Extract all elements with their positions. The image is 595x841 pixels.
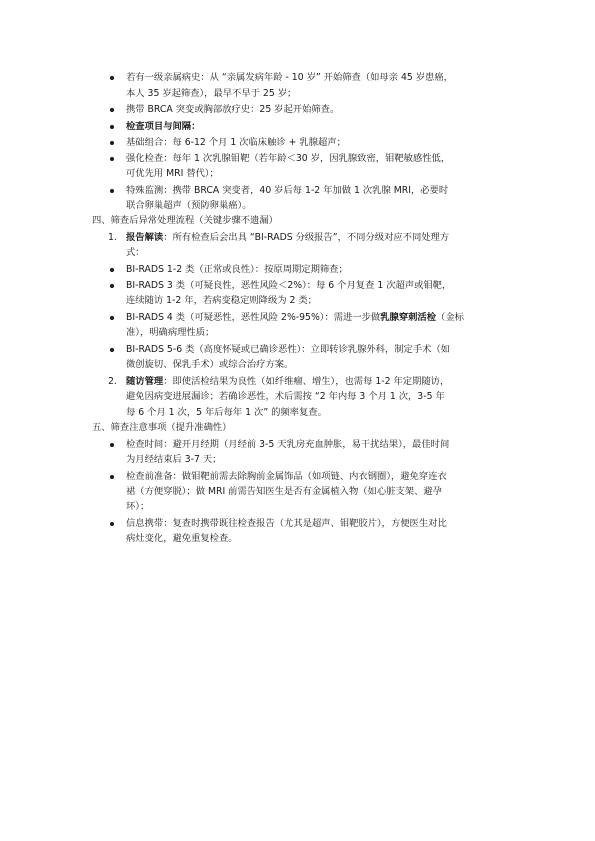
bullet-icon	[110, 348, 114, 352]
bullet-icon	[110, 125, 114, 129]
bullet-icon	[110, 316, 114, 320]
document-page: 若有一级亲属病史：从 “亲属发病年龄 - 10 岁” 开始筛查（如母亲 45 岁患癌， 本人 35 岁起筛查），最早不早于 25 岁； 携带 BRCA 突变或胸部放疗史：25 岁起开始筛查。 检查项目与间隔： 基础组合：每 6-12 个月 1 次临床触诊 + 乳腺超声； 强化检查：每年 1 次乳腺钼靶（若年龄＜30 岁，因乳腺致密，钼靶敏感性低， 可优先用 MRI 替代）； 特殊监测：携带 BRCA 突变者，40 岁后每 1-2 年加做 1 次乳腺 MRI，必要时 联合卵巢超声（预防卵巢癌）。 四、筛查后异常处理流程（关键步骤不遗漏） 1. 报告解读：所有检查后会出具 “BI-RADS 分级报告”，不同分级对应不同处理方 式： BI-RADS 1-2 类（正常或良性）：按原周期定期筛查； BI-RADS 3 类（可疑良性，恶性风险＜2%）：每 6 个月复查 1 次超声或钼靶， 连续随访 1-2 年，若病变稳定则降级为 2 类； BI-RADS 4 类（可疑恶性，恶性风险 2%-95%）：需进一步做乳腺穿刺活检（金标 准），明确病理性质； BI-RADS 5-6 类（高度怀疑或已确诊恶性）：立即转诊乳腺外科，制定手术（如 微创旋切、保乳手术）或综合治疗方案。 2. 随访管理：即使活检结果为良性（如纤维瘤、增生），也需每 1-2 年定期随访， 避免因病变进展漏诊；若确诊恶性，术后需按 “2 年内每 3 个月 1 次，3-5 年 每 6 个月 1 次，5 年后每年 1 次” 的频率复查。 五、筛查注意事项（提升准确性） 检查时间：避开月经期（月经前 3-5 天乳房充血肿胀，易干扰结果），最佳时间 为月经结束后 3-7 天； 检查前准备：做钼靶前需去除胸前金属饰品（如项链、内衣钢圈），避免穿连衣 裙（方便穿脱）；做 MRI 前需告知医生是否有金属植入物（如心脏支架、避孕 环）； 信息携带：复查时携带既往检查报告（尤其是超声、钼靶胶片），方便医生对比 病灶变化，避免重复检查。	[92, 72, 464, 544]
bullet-icon	[110, 189, 114, 193]
bullet-icon	[110, 268, 114, 272]
bullet-icon	[110, 475, 114, 479]
bullet-icon	[110, 108, 114, 112]
bullet-icon	[110, 284, 114, 288]
bullet-icon	[110, 443, 114, 447]
bullet-icon	[110, 157, 114, 161]
bullet-icon	[110, 141, 114, 145]
bullet-icon	[110, 522, 114, 526]
bullet-icon	[110, 76, 114, 80]
